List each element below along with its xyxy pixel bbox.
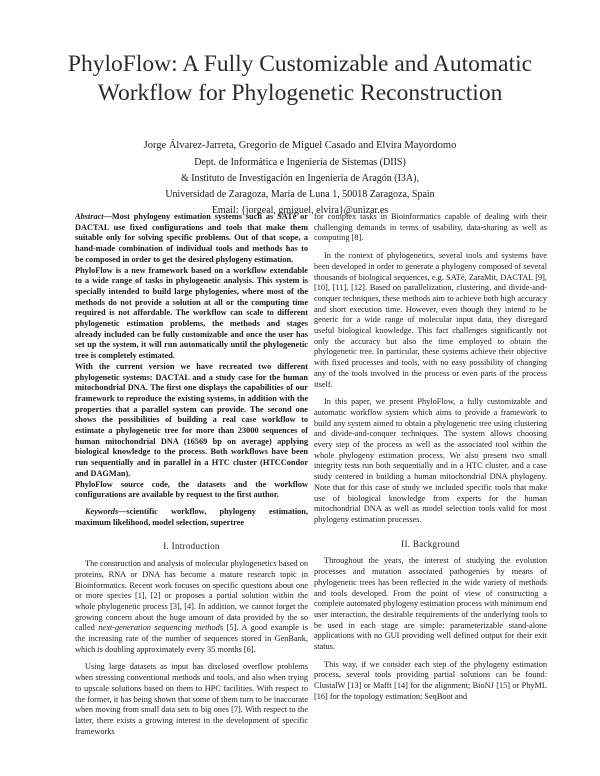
author-block bbox=[0, 138, 600, 219]
background-paragraph-2: This way, if we consider each step of the phylogeny estimation process, several tools providing partial solutions can be found: ClustalW [13] or Mafft [14] for the alignment; BioNJ [15] or PhyML [16] for the topology estimation; SeqBoot and bbox=[314, 659, 547, 701]
author-names: Jorge Álvarez-Jarreta, Gregorio de Miguel Casado and Elvira Mayordomo bbox=[143, 140, 457, 151]
affiliation-line-1: Dept. de Informática e Ingeniería de Sistemas (DIIS) bbox=[194, 157, 406, 168]
keywords-label: Keywords bbox=[85, 506, 119, 516]
abstract-label: Abstract bbox=[75, 212, 104, 221]
affiliation-line-3: Universidad de Zaragoza, María de Luna 1, 50018 Zaragoza, Spain bbox=[165, 189, 435, 200]
abstract-text-1: —Most phylogeny estimation systems such as SATé or DACTAL use fixed configurations and tools that make them suitable only for solving specific problems. Out of that scope, a hand-made combination of individual tools and methods has to be composed in order to get the desired phylogeny estimation. bbox=[75, 212, 308, 264]
intro-paragraph-2: Using large datasets as input has disclosed overflow problems when stressing conventional methods and tools, and also when trying to upscale solutions based on them to HPC facilities. With respect to the former, it has being shown that some of them turn to be inaccurate when moving from small data sets to big ones [7]. With respect to the latter, there exists a growing interest in the development of specific frameworks bbox=[75, 662, 308, 736]
intro-p1-text-b: [5]. A good example is the increasing rate of the number of sequences stored in GenBank, which is doubling approximately every 35 months [6]. bbox=[75, 623, 308, 654]
section-heading-background: II. Background bbox=[401, 538, 460, 549]
keywords-text: —scientific workflow, phylogeny estimation, maximum likelihood, model selection, supertree bbox=[75, 506, 308, 527]
intro-p1-text-a: The construction and analysis of molecular phylogenetics based on proteins, RNA or DNA has become a mature research topic in Bioinformatics. Recent work focuses on specific questions about one or more species [1], [2] or proposes a partial solution within the whole phylogenetic process [3], [4]. In addition, we cannot forget the growing concern about the huge amount of data provided by the so called bbox=[75, 559, 308, 633]
keywords bbox=[75, 507, 308, 528]
abstract-paragraph-1 bbox=[75, 212, 308, 266]
affiliation-line-2: & Instituto de Investigación en Ingeniería de Aragón (I3A), bbox=[181, 173, 419, 184]
abstract-paragraph-3: With the current version we have recreated two different phylogenetic systems: DACTAL and a study case for the human mitochondrial DNA. The first one displays the capabilities of our framework to reproduce the existing systems, in addition with the properties that a parallel system can provide. The second one shows the possibilities of building a real case workflow to estimate a phylogenetic tree for more than 23000 sequences of human mitochondrial DNA (16569 bp on average) applying biological knowledge to the process. Both workflows have been run sequentially and in parallel in a HTC cluster (HTCCondor and DAGMan). bbox=[75, 361, 308, 478]
right-column bbox=[314, 212, 547, 703]
left-column bbox=[75, 212, 308, 737]
paper-title bbox=[0, 50, 600, 108]
abstract bbox=[75, 212, 308, 501]
intro-paragraph-3: In the context of phylogenetics, several tools and systems have been developed in order to generate a phylogeny composed of several thousands of biological sequences, e.g. SATé, ZaraMit, DACTAL [9], [10], [11], [12]. Based on parallelization, clustering, and divide-and-conquer techniques, these methods aim to achieve both high accuracy and short execution time. However, even though they intend to be generic for a wide range of molecular input data, they disregard useful biological knowledge. This fact challenges significantly not only the accuracy but also the time employed to obtain the phylogenetic tree. In particular, these systems achieve their objective with fixed processes and tools, with no easy possibility of changing any of the tools involved in the process or even parts of the process itself. bbox=[314, 251, 547, 389]
background-paragraph-1: Throughout the years, the interest of studying the evolution processes and mutation associated pathogenies by means of phylogenetic trees has been reflected in the wide variety of methods and tools developed. From the point of view of constructing a complete automated phylogeny estimation process with minimum end user interaction, the desirable requirements of the underlying tools to be used in each stage are simple: parameterizable stand-alone applications with no GUI providing well defined output for their exit status. bbox=[314, 556, 547, 652]
author-email: Email: {jorgeal, gmiguel, elvira}@unizar.es bbox=[211, 205, 389, 216]
title-line-2: Workflow for Phylogenetic Reconstruction bbox=[97, 80, 503, 106]
intro-paragraph-2-continued: for complex tasks in Bioinformatics capable of dealing with their challenging demands in terms of usability, data-sharing as well as computing [8]. bbox=[314, 212, 547, 243]
section-heading-introduction: I. Introduction bbox=[163, 541, 220, 552]
abstract-paragraph-4: PhyloFlow source code, the datasets and the workflow configurations are available by request to the first author. bbox=[75, 479, 308, 500]
intro-p1-emphasis: next-generation sequencing methods bbox=[98, 623, 224, 633]
intro-paragraph-1 bbox=[75, 559, 308, 655]
intro-paragraph-4: In this paper, we present PhyloFlow, a fully customizable and automatic workflow system which aims to provide a framework to build any system aimed to obtain a phylogenetic tree using clustering and divide-and-conquer techniques. The system allows choosing every step of the process as well as the associated tool within the whole phylogeny estimation process. We also present two small integrity tests run both sequentially and in a HTC cluster, and a case study centered in building a human mitochondrial DNA phylogeny. Note that for this case of study we included specific tools that make use of biological knowledge from experts for the human mitochondrial DNA as well as model selection tools valid for most phylogeny estimation processes. bbox=[314, 397, 547, 524]
abstract-paragraph-2: PhyloFlow is a new framework based on a workflow extendable to a wide range of tasks in phylogenetic analysis. This system is specially intended to build large phylogenies, where most of the methods do not provide a solution at all or the computing time required is not affordable. The workflow can scale to different phylogenetic estimation problems, the methods and stages already included can be fully customizable and once the user has set up the system, it will run automatically until the phylogenetic tree is completely estimated. bbox=[75, 265, 308, 361]
title-line-1: PhyloFlow: A Fully Customizable and Automatic bbox=[67, 51, 533, 77]
